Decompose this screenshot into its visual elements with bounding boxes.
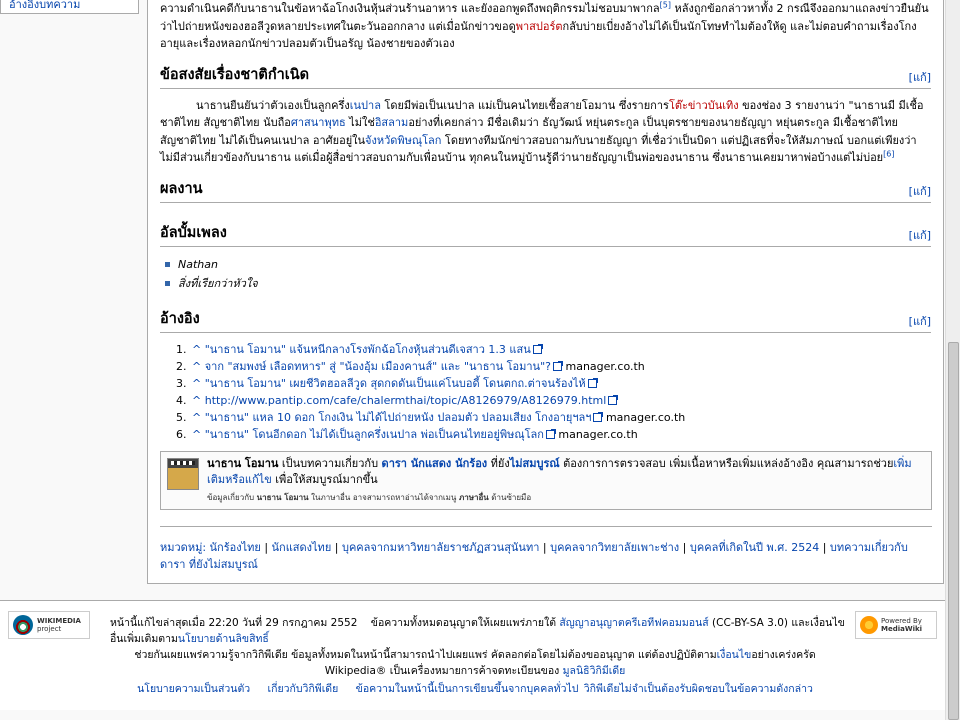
foundation-link[interactable]: มูลนิธิวิกิมีเดีย: [562, 665, 626, 677]
reference-item: [190, 358, 931, 375]
section-title: ผลงาน: [160, 180, 203, 197]
reference-item: [190, 409, 931, 426]
reference-link[interactable]: "นาธาน โอมาน" แจ้นหนีกลางโรงพักฉ้อโกงหุ้นส่วนดีเจสาว 1.3 แสน: [204, 342, 531, 356]
stub-small-text: นาธาน โอมาน: [256, 492, 309, 502]
stub-text: [207, 456, 925, 503]
privacy-policy-link[interactable]: นโยบายความเป็นส่วนตัว: [137, 683, 251, 695]
backlink-caret[interactable]: ^: [192, 376, 202, 390]
origin-text: อย่างที่เคยกล่าว มีชื่อเดิมว่า ธัญวัฒน์ หยุ่นตระกูล เป็นบุตรชายของนายธัญญา หยุ่นตระกูล มีเชื้อชาติไทย สัญชาติไทย ไม่ได้เป็นคนเนปาล อาศัยอยู่ใน: [160, 116, 898, 147]
footer-text: ช่วยกันเผยแพร่ความรู้จากวิกิพีเดีย ข้อมูลทั้งหมดในหน้านี้สามารถนำไปเผยแพร่ คัดลอกต่อโดยไม่ต้องขออนุญาต แต่ต้องปฏิบัติตาม: [134, 649, 717, 661]
vertical-scrollbar[interactable]: [945, 0, 960, 720]
badge-text: Powered By: [881, 617, 922, 625]
section-heading-albums: [160, 221, 931, 247]
edit-section-link[interactable]: [แก้]: [908, 70, 931, 84]
origin-text: นาธานยืนยันว่าตัวเองเป็นลูกครึ่ง: [196, 98, 350, 112]
footer-text: Wikipedia® เป็นเครื่องหมายการค้าจดทะเบียนของ: [324, 665, 563, 677]
reference-item: [190, 392, 931, 409]
reference-item: [190, 341, 931, 358]
backlink-caret[interactable]: ^: [192, 342, 202, 356]
mediawiki-sunflower-icon: [860, 616, 878, 634]
section-title: อัลบั้มเพลง: [160, 224, 227, 241]
external-link-icon: [608, 396, 617, 405]
disclaimer-link[interactable]: ข้อความในหน้านี้เป็นการเขียนขึ้นจากบุคคลทั่วไป วิกิพีเดียไม่จำเป็นต้องรับผิดชอบในข้อความดังกล่าว: [355, 683, 813, 695]
intro-text-3: กลับบ่ายเบี่ยงอ้างไม่ได้เป็นนักโทษทำไมต้องให้ดู และไม่ตอบคำถามเรื่องโกงอายุและเรื่องหลอกนักข่าวปลอมตัวเป็นอรัญ น้องชายของตัวเอง: [160, 19, 917, 50]
terms-link[interactable]: เงื่อนไข: [716, 649, 752, 661]
page-footer: [0, 600, 945, 710]
edit-section-link[interactable]: [แก้]: [908, 314, 931, 328]
footer-last-edit: [100, 615, 850, 647]
reference-link[interactable]: จาก "สมพงษ์ เลือดทหาร" สู่ "น้องอุ้ม เมืองคานส์" และ "นาธาน โอมาน"?: [204, 359, 551, 373]
edit-section-link[interactable]: [แก้]: [908, 184, 931, 198]
external-link-icon: [593, 413, 602, 422]
sidebar-link[interactable]: อ้างอิงบทความ: [9, 0, 81, 11]
badge-text: MediaWiki: [881, 625, 923, 633]
last-edit-text: หน้านี้แก้ไขล่าสุดเมื่อ 22:20 วันที่ 29 กรกฎาคม 2552: [110, 617, 358, 629]
sidebar-toolbox-fragment: [0, 0, 139, 14]
wikimedia-logo-icon: [13, 615, 33, 635]
stub-article-name: นาธาน โอมาน: [207, 456, 279, 470]
stub-text-part: เพื่อให้สมบูรณ์มากขึ้น: [271, 472, 378, 486]
stub-footnote: [207, 492, 925, 503]
external-link-icon: [533, 345, 542, 354]
license-text: ข้อความทั้งหมดอนุญาตให้เผยแพร่ภายใต้: [370, 617, 560, 629]
category-link[interactable]: นักแสดงไทย: [271, 540, 332, 554]
backlink-caret[interactable]: ^: [192, 393, 202, 407]
badge-text: WIKIMEDIA: [37, 617, 81, 625]
category-links: หมวดหมู่: นักร้องไทย | นักแสดงไทย | บุคคลจากมหาวิทยาลัยราชภัฏสวนสุนันทา | บุคคลจากวิทยาลัยเพาะช่าง | บุคคลที่เกิดในปี พ.ศ. 2524 | บทความเกี่ยวกับ ดารา ที่ยังไม่สมบูรณ์: [160, 526, 932, 573]
section-heading-references: [160, 307, 931, 333]
origin-text: โดยทางทีมนักข่าวสอบถามกับนายธัญญา ที่เชื่อว่าเป็นบิดา แต่ปฏิเสธที่จะให้สัมภาษณ์ บอกแต่เพียงว่าไม่มีส่วนเกี่ยวข้องกับนาธาน แต่เมื่อผู้สื่อข่าวสอบถามกับเพื่อนบ้าน ทุกคนในหมู่บ้านรู้ดีว่านายธัญญาเป็นพ่อของนาธาน ซึ่งนาธานเคยมาหาพ่อบ้างแต่ไม่บ่อย: [160, 133, 917, 164]
backlink-caret[interactable]: ^: [192, 427, 202, 441]
intro-text-1: ความดำเนินคดีกับนาธานในข้อหาฉ้อโกงเงินหุ้นส่วนร้านอาหาร และยังออกพูดถึงพฤติกรรมไม่ชอบมาพากล: [160, 2, 660, 15]
stub-category-link[interactable]: ดารา นักแสดง นักร้อง: [381, 456, 488, 470]
link-buddhism[interactable]: ศาสนาพุทธ: [290, 116, 346, 129]
categories-label[interactable]: หมวดหมู่:: [160, 540, 207, 554]
reference-item: [190, 426, 931, 443]
footer-links: [100, 681, 850, 697]
reference-source: manager.co.th: [565, 359, 645, 373]
album-list: [164, 255, 931, 293]
stub-small-text: ข้อมูลเกี่ยวกับ: [207, 492, 257, 502]
footer-donate: [100, 647, 850, 663]
backlink-caret[interactable]: ^: [192, 410, 202, 424]
stub-small-text: ในภาษาอื่น อาจสามารถหาอ่านได้จากเมนู: [308, 492, 459, 502]
section-heading-origin: [160, 63, 931, 89]
link-nepal[interactable]: เนปาล: [349, 98, 381, 112]
category-link[interactable]: บุคคลที่เกิดในปี พ.ศ. 2524: [689, 540, 820, 554]
reference-list: [190, 341, 931, 443]
section-heading-works: [160, 177, 931, 203]
article-content: [147, 0, 944, 584]
intro-text-2: หลังถูกข้อกล่าวหาทั้ง 2 กรณีจึงออกมาแถลงข่าวยืนยันว่าไปถ่ายหนังของฮอลีวูดหลายประเทศในตะวันออกกลาง แต่เมื่อนักข่าวขอดู: [160, 2, 929, 33]
film-clapper-icon: [167, 458, 199, 490]
reference-link[interactable]: "นาธาน" โดนอีกดอก ไม่ได้เป็นลูกครึ่งเนปาล พ่อเป็นคนไทยอยู่พิษณุโลก: [204, 427, 544, 441]
badge-text: project: [37, 625, 62, 633]
external-link-icon: [546, 430, 555, 439]
link-tv-program[interactable]: โต๊ะข่าวบันเทิง: [668, 98, 739, 112]
origin-paragraph: [160, 97, 931, 167]
cite-5[interactable]: [5]: [659, 0, 671, 10]
wikimedia-project-badge[interactable]: [8, 611, 90, 639]
stub-text-part: เป็นบทความเกี่ยวกับ: [278, 456, 382, 470]
external-link-icon: [588, 379, 597, 388]
stub-small-text: ภาษาอื่น: [458, 492, 489, 502]
reference-item: [190, 375, 931, 392]
list-item: Nathan: [164, 255, 931, 274]
license-text: (CC-BY-SA 3.0) และเงื่อนไขอื่นเพิ่มเติมตาม: [110, 617, 845, 645]
stub-notice: [160, 451, 932, 510]
scrollbar-thumb[interactable]: [948, 342, 959, 720]
cite-6[interactable]: [6]: [883, 149, 895, 159]
copyright-policy-link[interactable]: นโยบายด้านลิขสิทธิ์: [177, 633, 269, 645]
origin-text: โดยมีพ่อเป็นเนปาล แม่เป็นคนไทยเชื้อสายโอมาน ซึ่งรายการ: [380, 98, 669, 112]
stub-text-part: ที่ยัง: [487, 456, 510, 470]
category-link[interactable]: บทความเกี่ยวกับ ดารา ที่ยังไม่สมบูรณ์: [160, 540, 908, 571]
stub-edit-link[interactable]: เพิ่มเติมหรือแก้ไข: [207, 456, 912, 486]
reference-source: manager.co.th: [558, 427, 638, 441]
reference-link[interactable]: "นาธาน" แหล 10 ดอก โกงเงิน ไม่ได้ไปถ่ายหนัง ปลอมตัว ปลอมเสียง โกงอายุฯลฯ: [204, 410, 592, 424]
intro-paragraph: [160, 0, 931, 53]
reference-source: manager.co.th: [605, 410, 686, 424]
section-title: อ้างอิง: [160, 310, 200, 327]
link-islam[interactable]: อิสลาม: [374, 116, 409, 129]
external-link-icon: [553, 362, 562, 371]
footer-text: อย่างเคร่งครัด: [751, 649, 816, 661]
stub-text-part: ต้องการการตรวจสอบ เพิ่มเนื้อหาหรือเพิ่มแหล่งอ้างอิง คุณสามารถช่วย: [559, 456, 894, 470]
reference-link[interactable]: http://www.pantip.com/cafe/chalermthai/topic/A8126979/A8126979.html: [204, 393, 607, 407]
about-link[interactable]: เกี่ยวกับวิกิพีเดีย: [267, 683, 339, 695]
footer-trademark: [100, 663, 850, 679]
backlink-caret[interactable]: ^: [192, 359, 202, 373]
origin-text: ไม่ใช่: [345, 116, 375, 129]
category-link[interactable]: บุคคลจากวิทยาลัยเพาะช่าง: [550, 540, 680, 554]
powered-by-mediawiki-badge[interactable]: [855, 611, 937, 639]
edit-section-link[interactable]: [แก้]: [908, 228, 931, 242]
license-link[interactable]: สัญญาอนุญาตครีเอทีฟคอมมอนส์: [559, 617, 709, 629]
origin-text: ของช่อง 3 รายงานว่า "นาธานมี มีเชื้อชาติไทย สัญชาติไทย นับถือ: [160, 98, 924, 129]
stub-incomplete-link[interactable]: ไม่สมบูรณ์: [509, 456, 560, 470]
section-title: ข้อสงสัยเรื่องชาติกำเนิด: [160, 66, 310, 83]
footer-info: [100, 615, 850, 697]
stub-small-text: ด้านซ้ายมือ: [488, 492, 532, 502]
list-item: สิ่งที่เรียกว่าหัวใจ: [164, 274, 931, 293]
category-link[interactable]: บุคคลจากมหาวิทยาลัยราชภัฏสวนสุนันทา: [341, 540, 540, 554]
link-phitsanulok[interactable]: จังหวัดพิษณุโลก: [365, 133, 442, 147]
category-link[interactable]: นักร้องไทย: [209, 540, 261, 554]
reference-link[interactable]: "นาธาน โอมาน" เผยชีวิตฮอลลีวูด สุดกดดันเป็นแค่โนบอดี้ โดนตกถ.ต่าจนร้องไห้: [204, 376, 586, 390]
link-passport[interactable]: พาสปอร์ต: [515, 19, 563, 33]
